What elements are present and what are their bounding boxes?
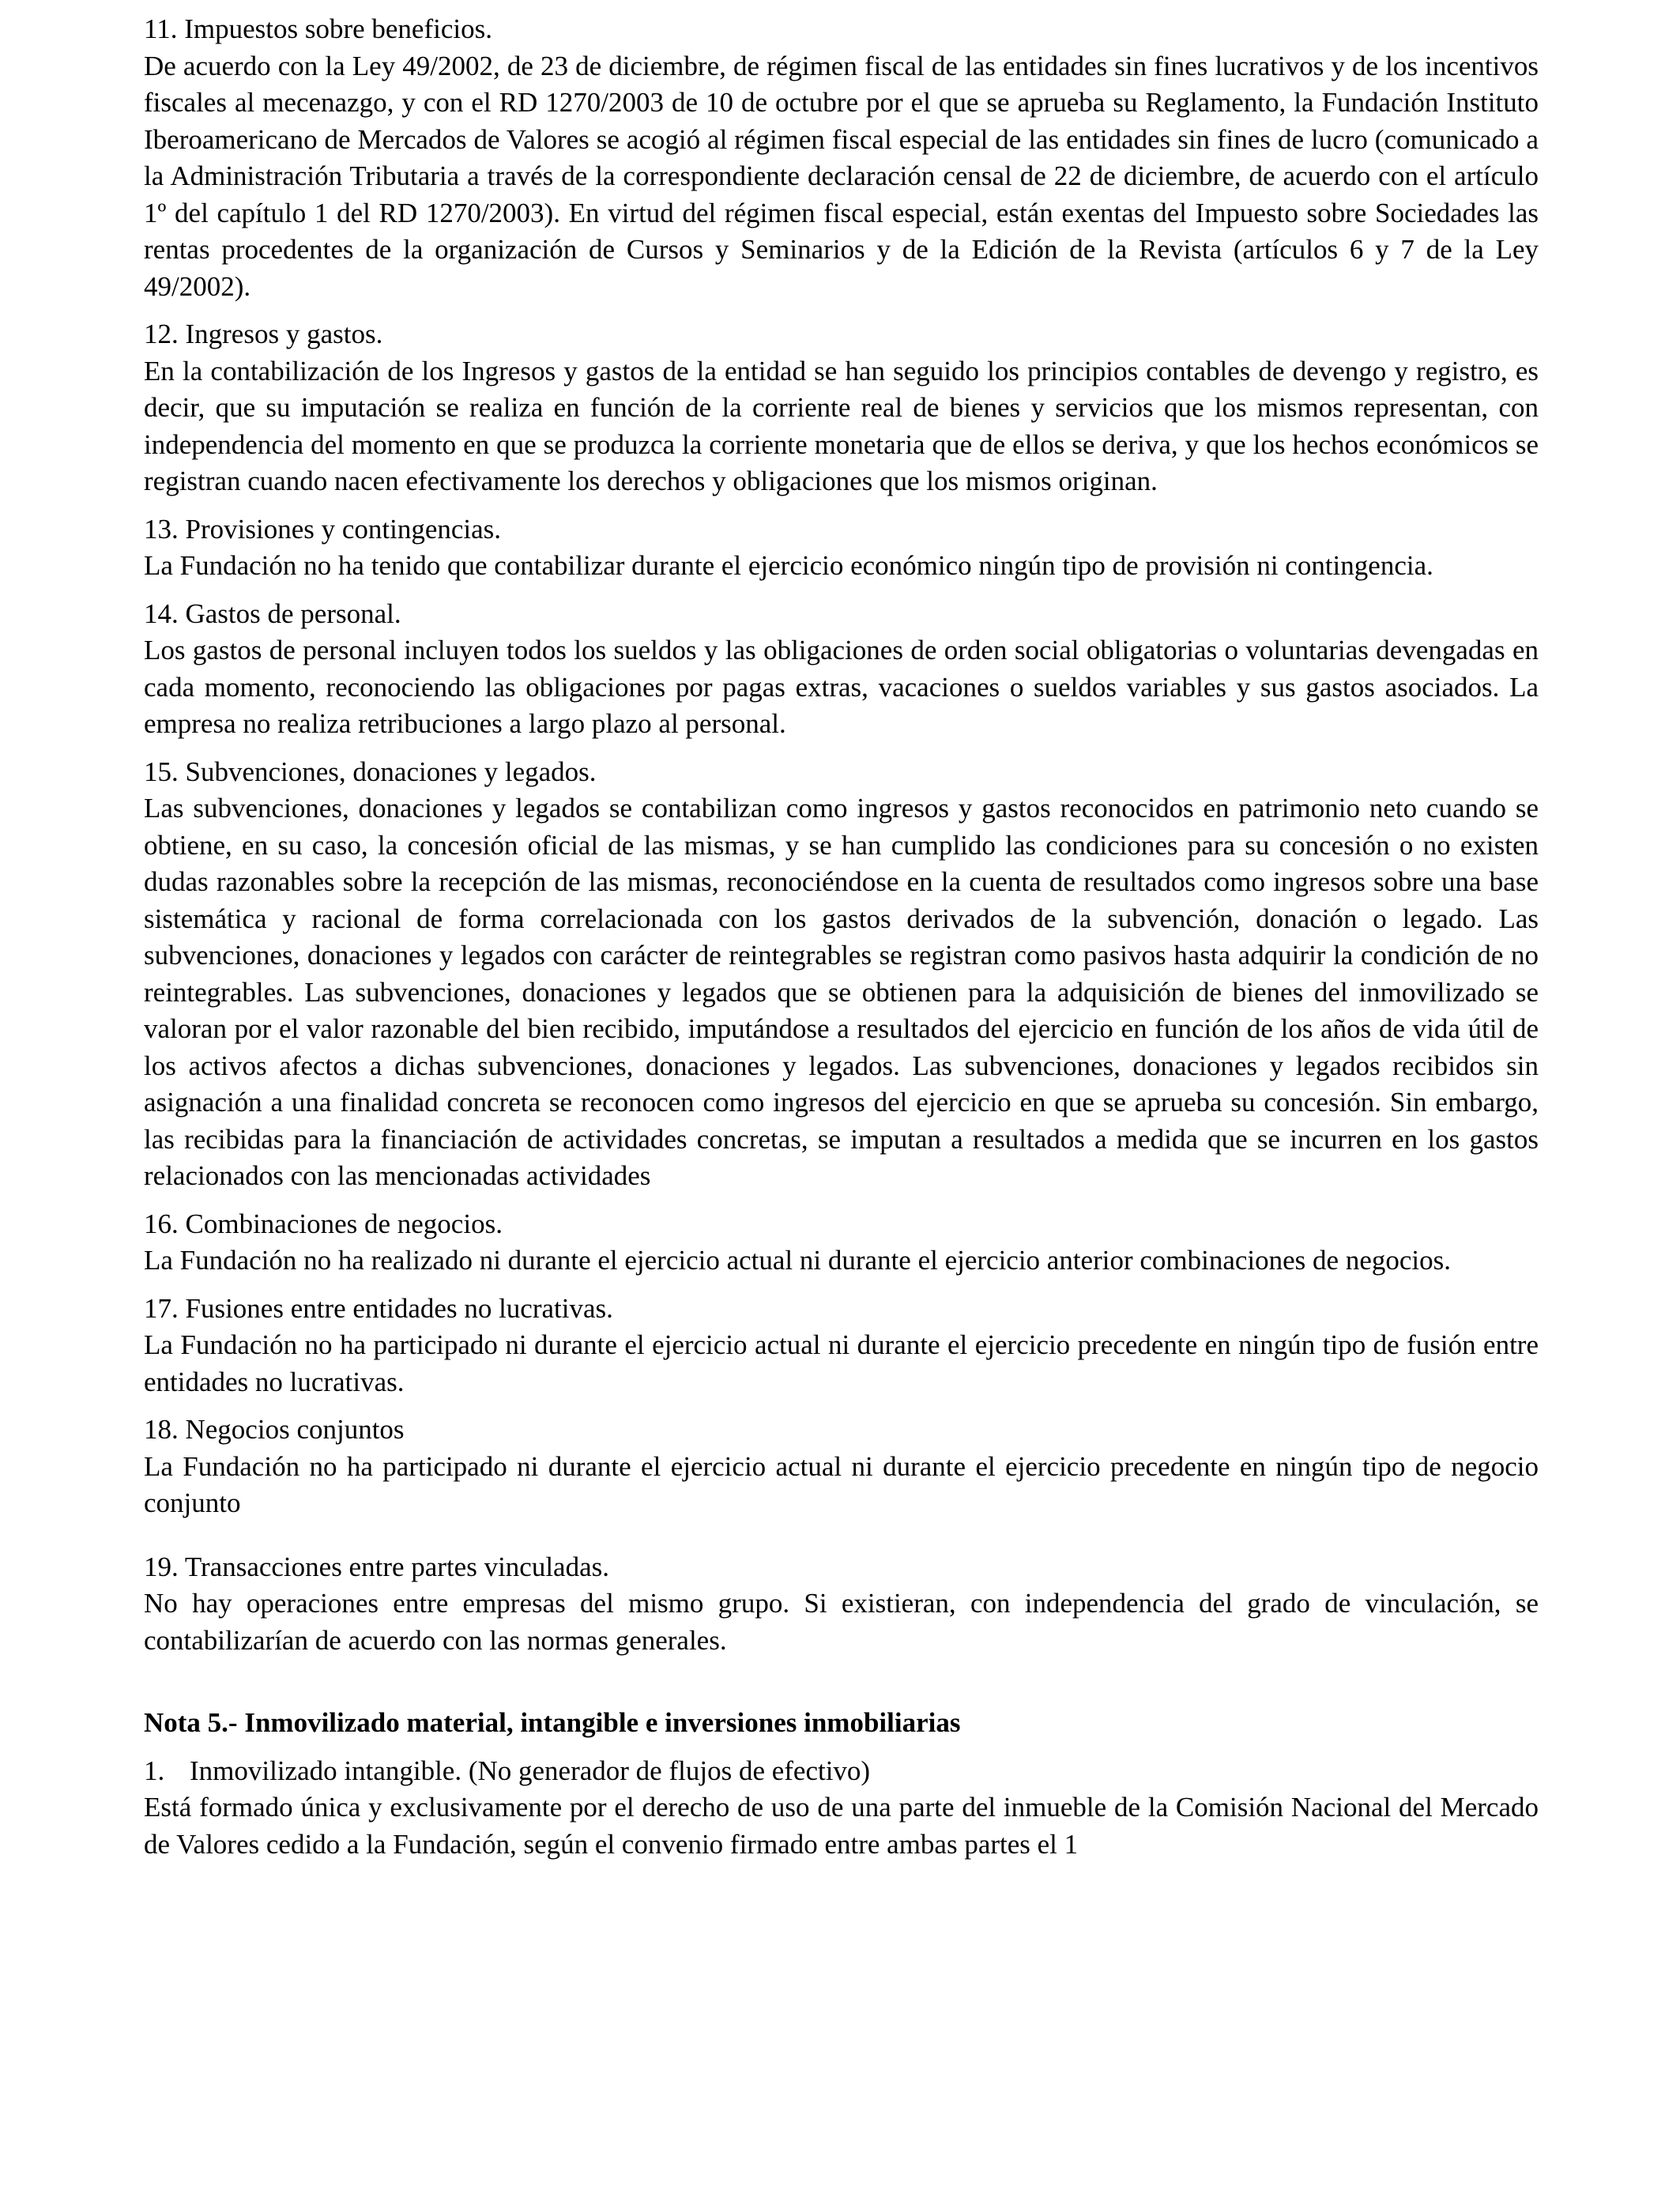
section-gastos-personal xyxy=(144,596,1539,743)
section-body: En la contabilización de los Ingresos y gastos de la entidad se han seguido los principios contables de devengo y registro, es decir, que su imputación se realiza en función de la corriente real de bienes y servicios que los mismos representan, con independencia del momento en que se produzca la corriente monetaria que de ellos se deriva, y que los hechos económicos se registran cuando nacen efectivamente los derechos y obligaciones que los mismos originan. xyxy=(144,355,1539,496)
section-negocios-conjuntos xyxy=(144,1412,1539,1522)
document-page xyxy=(144,11,1539,1874)
section-inmovilizado-intangible xyxy=(144,1753,1539,1864)
section-ingresos-gastos xyxy=(144,316,1539,500)
section-heading: 18. Negocios conjuntos xyxy=(144,1414,405,1445)
section-body: Las subvenciones, donaciones y legados se contabilizan como ingresos y gastos reconocidos en patrimonio neto cuando se obtiene, en su caso, la concesión oficial de las mismas, y se han cumplido las condiciones para su concesión o no existen dudas razonables sobre la recepción de las mismas, reconociéndose en la cuenta de resultados como ingresos sobre una base sistemática y racional de forma correlacionada con los gastos derivados de la subvención, donación o legado. Las subvenciones, donaciones y legados con carácter de reintegrables se registran como pasivos hasta adquirir la condición de no reintegrables. Las subvenciones, donaciones y legados que se obtienen para la adquisición de bienes del inmovilizado se valoran por el valor razonable del bien recibido, imputándose a resultados del ejercicio en función de los años de vida útil de los activos afectos a dichas subvenciones, donaciones y legados. Las subvenciones, donaciones y legados recibidos sin asignación a una finalidad concreta se reconocen como ingresos del ejercicio en que se aprueba su concesión. Sin embargo, las recibidas para la financiación de actividades concretas, se imputan a resultados a medida que se incurren en los gastos relacionados con las mencionadas actividades xyxy=(144,793,1539,1191)
section-heading: 11. Impuestos sobre beneficios. xyxy=(144,13,492,44)
section-subvenciones xyxy=(144,754,1539,1195)
section-heading: 15. Subvenciones, donaciones y legados. xyxy=(144,756,597,787)
section-body: La Fundación no ha participado ni durante el ejercicio actual ni durante el ejercicio precedente en ningún tipo de fusión entre entidades no lucrativas. xyxy=(144,1329,1539,1397)
section-provisiones-contingencias xyxy=(144,511,1539,585)
section-body: De acuerdo con la Ley 49/2002, de 23 de diciembre, de régimen fiscal de las entidades sin fines lucrativos y de los incentivos fiscales al mecenazgo, y con el RD 1270/2003 de 10 de octubre por el que se aprueba su Reglamento, la Fundación Instituto Iberoamericano de Mercados de Valores se acogió al régimen fiscal especial de las entidades sin fines de lucro (comunicado a la Administración Tributaria a través de la correspondiente declaración censal de 22 de diciembre, de acuerdo con el artículo 1º del capítulo 1 del RD 1270/2003). En virtud del régimen fiscal especial, están exentas del Impuesto sobre Sociedades las rentas procedentes de la organización de Cursos y Seminarios y de la Edición de la Revista (artículos 6 y 7 de la Ley 49/2002). xyxy=(144,50,1539,302)
section-body: Está formado única y exclusivamente por el derecho de uso de una parte del inmueble de la Comisión Nacional del Mercado de Valores cedido a la Fundación, según el convenio firmado entre ambas partes el 1 xyxy=(144,1792,1539,1860)
section-heading: 16. Combinaciones de negocios. xyxy=(144,1208,503,1239)
section-heading: 19. Transacciones entre partes vinculadas. xyxy=(144,1551,610,1582)
subsection-heading xyxy=(144,1753,1539,1790)
section-body: Los gastos de personal incluyen todos los sueldos y las obligaciones de orden social obligatorias o voluntarias devengadas en cada momento, reconociendo las obligaciones por pagas extras, vacaciones o sueldos variables y sus gastos asociados. La empresa no realiza retribuciones a largo plazo al personal. xyxy=(144,635,1539,739)
section-body: No hay operaciones entre empresas del mismo grupo. Si existieran, con independencia del grado de vinculación, se contabilizarían de acuerdo con las normas generales. xyxy=(144,1588,1539,1656)
section-heading: 12. Ingresos y gastos. xyxy=(144,319,383,349)
subsection-number: 1. xyxy=(144,1755,165,1786)
section-heading: 13. Provisiones y contingencias. xyxy=(144,513,502,545)
subsection-title: Inmovilizado intangible. (No generador de flujos de efectivo) xyxy=(190,1755,871,1786)
section-heading: 17. Fusiones entre entidades no lucrativas. xyxy=(144,1292,613,1324)
section-impuestos-beneficios xyxy=(144,11,1539,305)
section-body: La Fundación no ha participado ni durante el ejercicio actual ni durante el ejercicio precedente en ningún tipo de negocio conjunto xyxy=(144,1450,1539,1518)
section-body: La Fundación no ha tenido que contabilizar durante el ejercicio económico ningún tipo de provisión ni contingencia. xyxy=(144,550,1433,581)
nota-5-title: Nota 5.- Inmovilizado material, intangible e inversiones inmobiliarias xyxy=(144,1707,961,1738)
section-body: La Fundación no ha realizado ni durante el ejercicio actual ni durante el ejercicio anterior combinaciones de negocios. xyxy=(144,1245,1452,1276)
section-heading: 14. Gastos de personal. xyxy=(144,598,401,629)
section-transacciones-vinculadas xyxy=(144,1549,1539,1660)
section-fusiones xyxy=(144,1291,1539,1401)
section-combinaciones-negocios xyxy=(144,1206,1539,1280)
